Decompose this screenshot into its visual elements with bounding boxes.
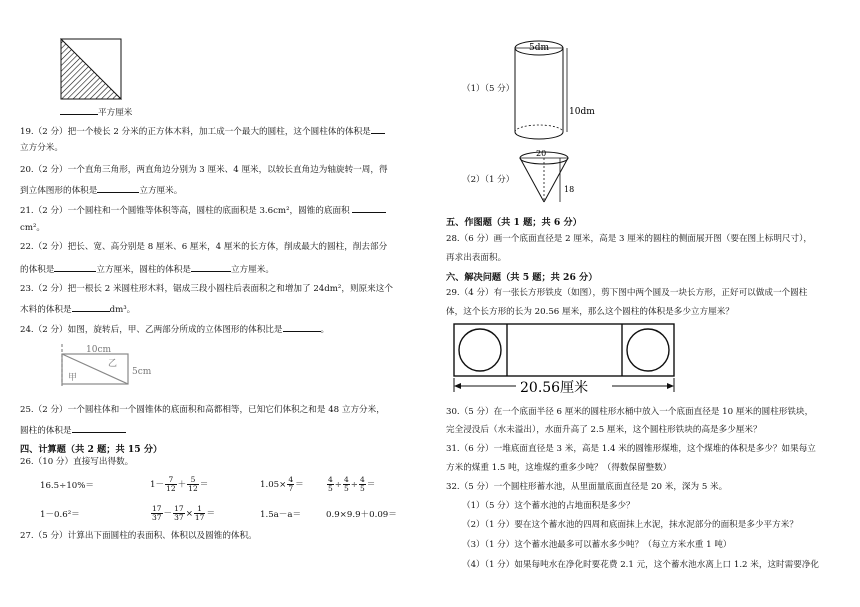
q22-text-4: 立方厘米。: [230, 265, 274, 275]
q19-text-2: 立方分米。: [20, 143, 63, 153]
q24-yi-label: 乙: [108, 359, 118, 369]
q24-height-label: 5cm: [132, 367, 152, 377]
q25-text-2: 圆柱的体积是: [20, 426, 72, 436]
calc-r2c2: $\frac{17}{37}$ － $\frac{17}{37}$ × $\frac{1}{17}$ ＝: [152, 504, 216, 522]
q22-text: 22.（2 分）把长、宽、高分别是 8 厘米、6 厘米，4 厘米的长方体，削成最大的圆柱，削去部分: [20, 242, 388, 252]
q29-text-2: 体，这个长方形的长为 20.56 厘米，那么这个圆柱的体积是多少立方厘米？: [446, 307, 734, 317]
calc-r1c2: 1－ $\frac{7}{12}$ ＋ $\frac{5}{12}$ ＝: [150, 475, 209, 493]
q24-jia-label: 甲: [68, 373, 78, 383]
q27-text: 27.（5 分）计算出下面圆柱的表面积、体积以及圆锥的体积。: [20, 531, 257, 541]
section-5-heading: 五、作图题（共 1 题；共 6 分）: [446, 217, 582, 228]
calc-r2c1: 1－0.6²＝: [40, 510, 80, 520]
cylinder-height-label: 10dm: [569, 107, 595, 117]
q19-text: 19.（2 分）把一个棱长 2 分米的正方体木料，加工成一个最大的圆柱，这个圆柱体的体积是: [20, 127, 371, 137]
q23-text-2: 木料的体积是: [20, 305, 72, 315]
q29-figure: [452, 322, 682, 400]
q21-text-2: cm²。: [20, 223, 46, 233]
q24-figure: [56, 340, 156, 390]
q28-text-2: 再求出表面积。: [446, 253, 507, 263]
q23-text-3: dm³。: [109, 305, 136, 315]
cylinder-diameter-label: 5dm: [529, 43, 550, 53]
q29-length-label: 20.56厘米: [520, 380, 589, 396]
q20-text-2: 到立体图形的体积是: [20, 186, 98, 196]
cone-figure: [510, 146, 600, 206]
q24-text: 24.（2 分）如图，旋转后，甲、乙两部分所成的立体图形的体积比是: [20, 325, 283, 335]
q32-text: 32.（5 分）一个圆柱形蓄水池，从里面量底面直径是 20 米，深为 5 米。: [446, 482, 728, 492]
cone-diameter-label: 20: [536, 149, 547, 158]
q25-text: 25.（2 分）一个圆柱体和一个圆锥体的底面积和高都相等，已知它们体积之和是 48 立方分米，: [20, 405, 385, 415]
cone-height-label: 18: [564, 185, 575, 194]
q31-text-2: 方米的煤重 1.5 吨，这堆煤约重多少吨？（得数保留整数）: [446, 463, 672, 473]
q26-text: 26.（10 分）直接写出得数。: [20, 457, 134, 467]
q22-text-2: 的体积是: [20, 265, 55, 275]
calc-r1c3: 1.05× $\frac{4}{7}$ ＝: [260, 475, 304, 493]
cylinder-figure: [505, 36, 605, 144]
q31-text: 31.（6 分）一堆底面直径是 3 米，高是 1.4 米的圆锥形煤堆，这个煤堆的体积是多少？如果每立: [446, 444, 816, 454]
q32-sub-2: （2）（1 分）要在这个蓄水池的四周和底面抹上水泥，抹水泥部分的面积是多少平方米？: [462, 520, 798, 530]
calc-r1c1: 16.5÷10%＝: [40, 481, 95, 491]
q32-sub-4: （4）（1 分）如果每吨水在净化时要花费 2.1 元，这个蓄水池水离上口 1.2 米，这时需要净化: [462, 560, 820, 570]
calc-r2c3: 1.5a－a＝: [260, 510, 302, 520]
q20-text-3: 立方厘米。: [139, 186, 183, 196]
q28-text: 28.（6 分）画一个底面直径是 2 厘米，高是 3 厘米的圆柱的侧面展开图（要在图上标明尺寸），: [446, 234, 812, 244]
q29-text: 29.（4 分）有一张长方形铁皮（如图），剪下图中两个圆及一块长方形，正好可以做成一个圆柱: [446, 288, 808, 298]
q32-sub-1: （1）（5 分）这个蓄水池的占地面积是多少？: [462, 501, 635, 511]
section-4-heading: 四、计算题（共 2 题；共 15 分）: [20, 444, 163, 455]
section-6-heading: 六、解决问题（共 5 题；共 26 分）: [446, 272, 598, 283]
q23-text: 23.（2 分）把一根长 2 米圆柱形木料，锯成三段小圆柱后表面积之和增加了 24dm²，则原来这个: [20, 284, 393, 294]
q24-len-label: 10cm: [86, 345, 112, 355]
q32-sub-3: （3）（1 分）这个蓄水池最多可以蓄水多少吨？（每立方米水重 1 吨）: [462, 540, 732, 550]
calc-r2c4: 0.9×9.9＋0.09＝: [326, 510, 397, 520]
q30-text-2: 完全浸没后（水未溢出），水面升高了 2.5 厘米，这个圆柱形铁块的高是多少厘米？: [446, 425, 762, 435]
q18-unit: 平方厘米: [98, 108, 133, 118]
q18-figure: [60, 38, 122, 100]
fig2-label: （2）（1 分）: [462, 175, 515, 185]
q21-text: 21.（2 分）一个圆柱和一个圆锥等体积等高，圆柱的底面积是 3.6cm²，圆锥的底面积: [20, 206, 350, 216]
q20-text: 20.（2 分）一个直角三角形，两直角边分别为 3 厘米、4 厘米，以较长直角边为轴旋转一周，得: [20, 165, 388, 175]
q22-text-3: 立方厘米，圆柱的体积是: [96, 265, 191, 275]
fig1-label: （1）（5 分）: [462, 84, 515, 94]
q30-text: 30.（5 分）在一个底面半径 6 厘米的圆柱形水桶中放入一个底面直径是 10 厘米的圆柱形铁块，: [446, 407, 814, 417]
calc-r1c4: $\frac{4}{5}$ ÷ $\frac{4}{5}$ ÷ $\frac{4}{5}$ ＝: [328, 475, 376, 493]
